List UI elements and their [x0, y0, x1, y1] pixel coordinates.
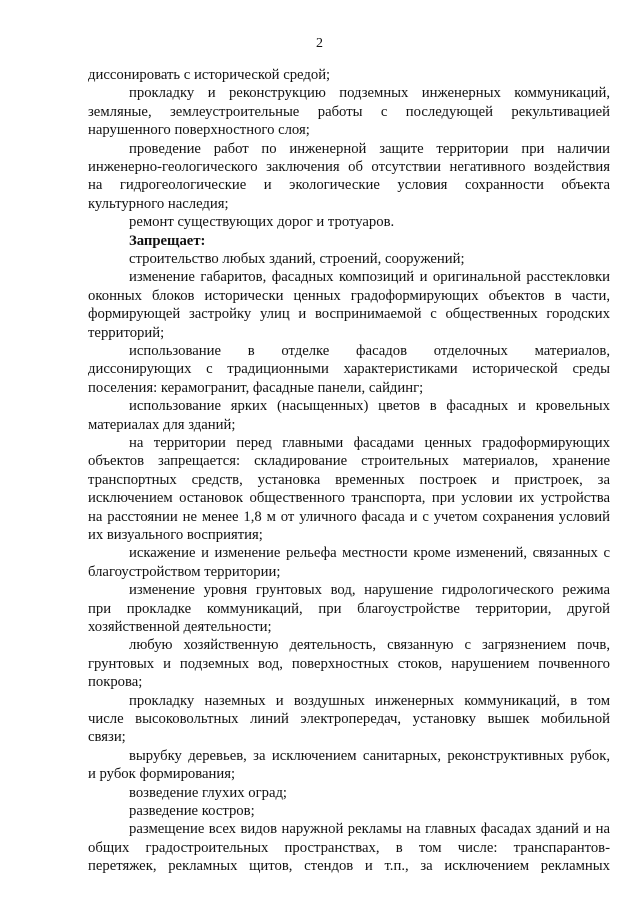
text-line: разведение костров;: [129, 803, 255, 819]
text-line: при прокладке коммуникаций, при благоустройстве территории, другой: [88, 600, 610, 617]
text-line: их визуального восприятия;: [88, 527, 263, 543]
text-line: на гидрогеологические и экологические условия сохранности объекта: [88, 177, 610, 194]
text-line: объектов запрещается: складирование строительных материалов, хранение: [88, 453, 610, 470]
text-line: размещение всех видов наружной рекламы на главных фасадах зданий и на: [129, 821, 610, 838]
text-line: вырубку деревьев, за исключением санитарных, реконструктивных рубок,: [129, 747, 610, 764]
text-line: исключением остановок общественного транспорта, при условии их устройства: [88, 490, 610, 507]
text-line: оконных блоков исторически ценных градоформирующих объектов в части,: [88, 287, 610, 304]
text-line: общих градостроительных пространствах, в том числе: транспарантов-: [88, 839, 610, 856]
text-line: перетяжек, рекламных щитов, стендов и т.п., за исключением рекламных: [88, 858, 610, 875]
text-line: связи;: [88, 729, 126, 746]
text-line: поселения: керамогранит, фасадные панели, сайдинг;: [88, 379, 424, 396]
text-line: покрова;: [88, 674, 143, 691]
text-line: использование ярких (насыщенных) цветов в фасадных и кровельных: [129, 398, 610, 415]
text-line: искажение и изменение рельефа местности кроме изменений, связанных с: [129, 545, 610, 562]
text-line: на расстоянии не менее 1,8 м от уличного фасада и с учетом сохранения условий: [88, 508, 610, 525]
text-line: культурного наследия;: [88, 195, 229, 212]
text-line: нарушенного поверхностного слоя;: [88, 122, 310, 139]
text-line: на территории перед главными фасадами ценных градоформирующих: [129, 435, 610, 451]
text-line: диссонировать с исторической средой;: [88, 67, 331, 83]
text-line: проведение работ по инженерной защите территории при наличии: [129, 140, 610, 157]
text-line: числе высоковольтных линий электропередач, установку вышек мобильной: [88, 711, 610, 727]
text-line: благоустройством территории;: [88, 563, 281, 580]
text-line: прокладку и реконструкцию подземных инженерных коммуникаций,: [129, 85, 610, 102]
section-heading: Запрещает:: [129, 232, 206, 249]
text-line: изменение габаритов, фасадных композиций и оригинальной расстекловки: [129, 269, 610, 286]
text-line: формирующей застройку улиц и воспринимаемой с общественных городских: [88, 306, 610, 323]
text-line: возведение глухих оград;: [129, 784, 288, 801]
text-line: изменение уровня грунтовых вод, нарушение гидрологического режима: [129, 582, 610, 599]
text-line: прокладку наземных и воздушных инженерных коммуникаций, в том: [129, 692, 610, 709]
text-line: хозяйственной деятельности;: [88, 619, 272, 635]
text-line: территорий;: [88, 324, 165, 341]
text-line: материалах для зданий;: [88, 416, 236, 433]
text-line: строительство любых зданий, строений, сооружений;: [129, 251, 465, 267]
text-line: использование в отделке фасадов отделочных материалов,: [129, 343, 610, 359]
text-line: ремонт существующих дорог и тротуаров.: [129, 214, 395, 231]
text-line: диссонирующих с традиционными характеристиками исторической среды: [88, 361, 610, 378]
page-number: 2: [316, 36, 323, 51]
text-line: земляные, землеустроительные работы с последующей рекультивацией: [88, 103, 610, 120]
text-line: транспортных средств, установка временных построек и пристроек, за: [88, 471, 610, 488]
text-line: инженерно-геологического заключения об отсутствии негативного воздействия: [88, 159, 610, 175]
text-line: грунтовых и подземных вод, поверхностных стоков, нарушением почвенного: [88, 655, 610, 672]
text-line: и рубок формирования;: [88, 766, 236, 783]
text-line: любую хозяйственную деятельность, связанную с загрязнением почв,: [129, 637, 610, 654]
